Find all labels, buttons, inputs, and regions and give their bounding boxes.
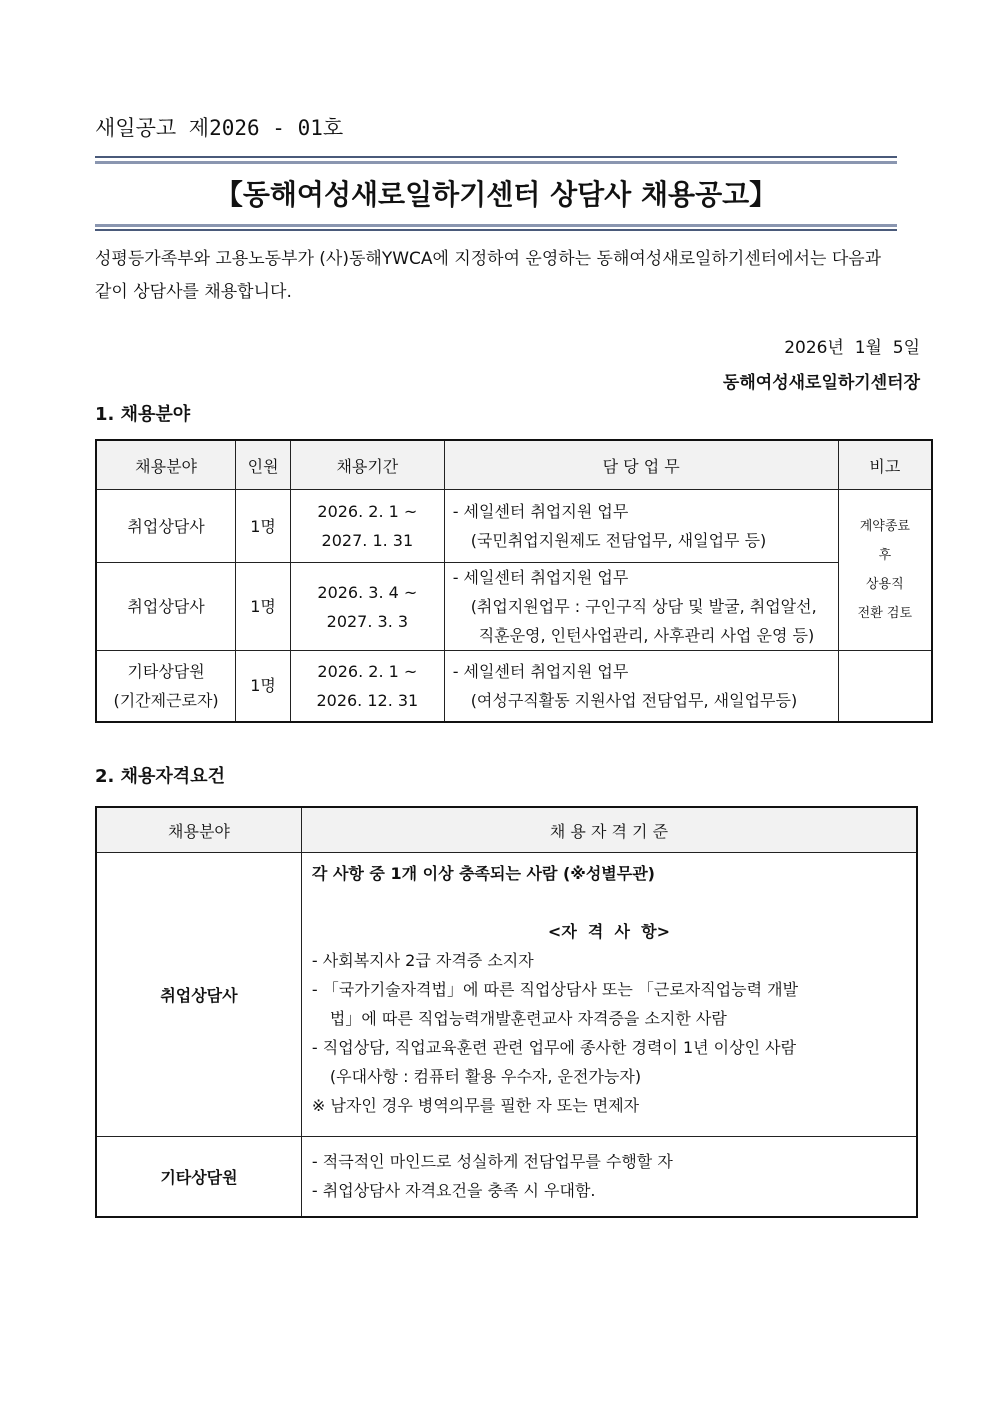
field-qualifier: (기간제근로자) [113,690,219,710]
period-end: 2026. 12. 31 [316,690,419,710]
row-count: 1명 [236,651,291,722]
period-end: 2027. 1. 31 [321,531,414,550]
qualification-field: 취업상담사 [96,853,301,1137]
qualification-criteria [301,1137,917,1217]
row-note-empty [838,651,932,722]
criteria-item: - 직업상담, 직업교육훈련 관련 업무에 종사한 경력이 1년 이상인 사람 [311,1038,797,1057]
section-2-heading: 2. 채용자격요건 [95,766,225,787]
header-period: 채용기간 [291,440,445,490]
duty-detail: (국민취업지원제도 전담업무, 새일업무 등) [470,531,767,550]
row-period [291,651,445,722]
duty-main: - 세일센터 취업지원 업무 [452,502,629,521]
table-row [96,563,932,651]
header-criteria: 채 용 자 격 기 준 [301,807,917,853]
intro-paragraph [95,243,925,309]
period-start: 2026. 3. 4 ~ [317,582,418,602]
period-start: 2026. 2. 1 ~ [317,661,418,681]
row-duty [444,490,838,563]
duty-detail: (여성구직활동 지원사업 전담업무, 새일업무등) [470,690,798,710]
criteria-item: - 사회복지사 2급 자격증 소지자 [311,951,534,970]
qualification-table [95,806,918,1218]
title-rule-bottom [95,224,897,232]
intro-line-2: 같이 상담사를 채용합니다. [95,282,292,302]
row-field: 취업상담사 [96,490,236,563]
row-note [838,490,932,651]
duty-detail: 직훈운영, 인턴사업관리, 사후관리 사업 운영 등) [478,626,815,645]
note-line: 계약종료 [859,519,910,534]
header-note: 비고 [838,440,932,490]
field-name: 기타상담원 [127,661,205,681]
duty-main: - 세일센터 취업지원 업무 [452,661,629,681]
criteria-item: - 적극적인 마인드로 성실하게 전담업무를 수행할 자 [311,1152,673,1172]
row-period [291,490,445,563]
duty-main: - 세일센터 취업지원 업무 [452,568,629,587]
criteria-lead: 각 사항 중 1개 이상 충족되는 사람 (※성별무관) [311,864,655,883]
title-rule-top [95,156,897,164]
note-line: 상용직 [866,577,904,592]
table-header-row [96,807,917,853]
table-row [96,490,932,563]
header-field: 채용분야 [96,807,301,853]
table-row [96,1137,917,1217]
row-field [96,651,236,722]
header-duty: 담 당 업 무 [444,440,838,490]
table-row [96,651,932,722]
section-1-heading: 1. 채용분야 [95,404,191,425]
criteria-item-cont: (우대사항 : 컴퓨터 활용 우수자, 운전가능자) [329,1067,642,1086]
row-duty [444,651,838,722]
table-row [96,853,917,1137]
note-line: 후 [878,548,892,563]
row-count: 1명 [236,563,291,651]
notice-date: 2026년 1월 5일 [784,338,920,358]
notice-number: 새일공고 제2026 - 01호 [95,116,344,140]
qualification-criteria [301,853,917,1137]
criteria-item: - 「국가기술자격법」에 따른 직업상담사 또는 「근로자직업능력 개발 [311,980,799,999]
note-line: 전환 검토 [857,606,913,621]
header-count: 인원 [236,440,291,490]
row-field: 취업상담사 [96,563,236,651]
criteria-item: - 취업상담사 자격요건을 충족 시 우대함. [311,1181,596,1201]
criteria-subheading: <자 격 사 항> [547,922,670,941]
row-period [291,563,445,651]
recruitment-field-table [95,439,933,723]
header-field: 채용분야 [96,440,236,490]
period-start: 2026. 2. 1 ~ [317,502,418,521]
row-duty [444,563,838,651]
qualification-field: 기타상담원 [96,1137,301,1217]
criteria-item-cont: 법」에 따른 직업능력개발훈련교사 자격증을 소지한 사람 [329,1009,727,1028]
period-end: 2027. 3. 3 [326,611,409,631]
page-title: 【동해여성새로일하기센터 상담사 채용공고】 [214,178,778,211]
row-count: 1명 [236,490,291,563]
issuer-name: 동해여성새로일하기센터장 [722,373,920,393]
table-header-row [96,440,932,490]
intro-line-1: 성평등가족부와 고용노동부가 (사)동해YWCA에 지정하여 운영하는 동해여성새로일하기센터에서는 다음과 [95,249,882,269]
criteria-remark: ※ 남자인 경우 병역의무를 필한 자 또는 면제자 [311,1096,640,1115]
duty-detail: (취업지원업무 : 구인구직 상담 및 발굴, 취업알선, [470,597,817,616]
